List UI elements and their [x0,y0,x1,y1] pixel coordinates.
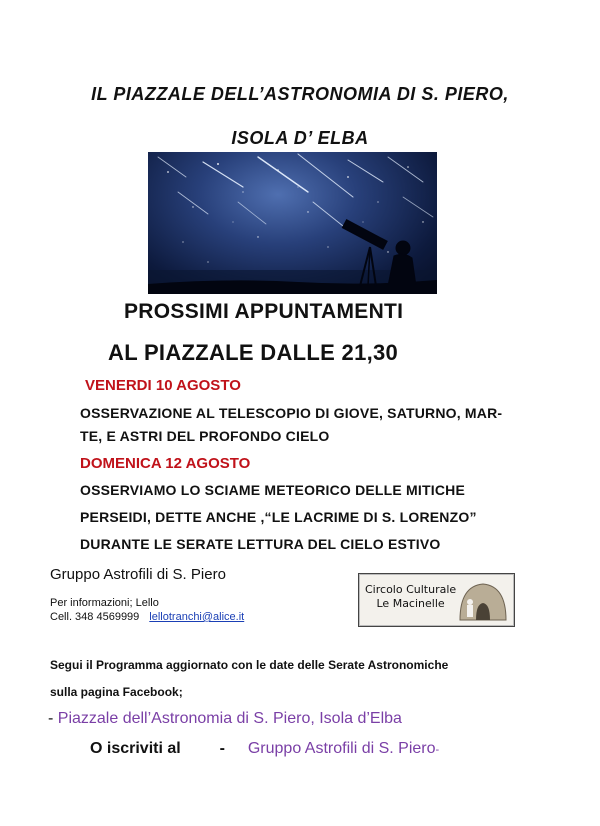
subscribe-label: O iscriviti al [90,740,181,757]
organizer-name: Gruppo Astrofili di S. Piero [50,566,226,583]
night-sky-telescope-photo [148,152,437,294]
event-description-1-line1: OSSERVAZIONE AL TELESCOPIO DI GIOVE, SATURNO, MAR- [80,405,503,421]
subscribe-dash: - [219,740,225,757]
poster-title-line2: ISOLA D’ ELBA [231,128,369,148]
event-description-2-line1: OSSERVIAMO LO SCIAME METEORICO DELLE MITICHE [80,482,466,498]
event-description-2-line3: DURANTE LE SERATE LETTURA DEL CIELO ESTIVO [80,536,441,552]
event-description-1-line2: TE, E ASTRI DEL PROFONDO CIELO [80,428,330,444]
event-date-1: VENERDI 10 AGOSTO [85,377,241,394]
follow-text-line2: sulla pagina Facebook; [50,685,183,699]
logo-line1: Circolo Culturale [365,583,457,596]
email-link[interactable]: lellotranchi@alice.it [149,611,245,623]
heading-location-time: AL PIAZZALE DALLE 21,30 [108,340,399,365]
subscribe-line [90,740,439,758]
facebook-page-line [48,710,402,728]
event-description-2-line2: PERSEIDI, DETTE ANCHE ,“LE LACRIME DI S. LORENZO” [80,509,477,525]
facebook-page-link[interactable]: Piazzale dell’Astronomia di S. Piero, Isola d’Elba [57,710,402,727]
event-date-2: DOMENICA 12 AGOSTO [80,455,251,472]
follow-text-line1: Segui il Programma aggiornato con le date delle Serate Astronomiche [50,658,449,672]
info-label: Per informazioni; Lello [50,597,159,609]
phone-number: Cell. 348 4569999 [50,611,140,623]
group-suffix: - [435,744,440,756]
poster-title-line1: IL PIAZZALE DELL’ASTRONOMIA DI S. PIERO, [91,84,509,104]
stone-hut-icon [456,578,510,622]
logo-line2: Le Macinelle [376,597,445,610]
circolo-culturale-logo [358,573,515,627]
group-facebook-link[interactable]: Gruppo Astrofili di S. Piero [247,740,436,757]
facebook-prefix: - [48,710,54,727]
heading-upcoming-events: PROSSIMI APPUNTAMENTI [124,300,404,323]
logo-text [365,583,456,611]
contact-line [50,611,244,623]
